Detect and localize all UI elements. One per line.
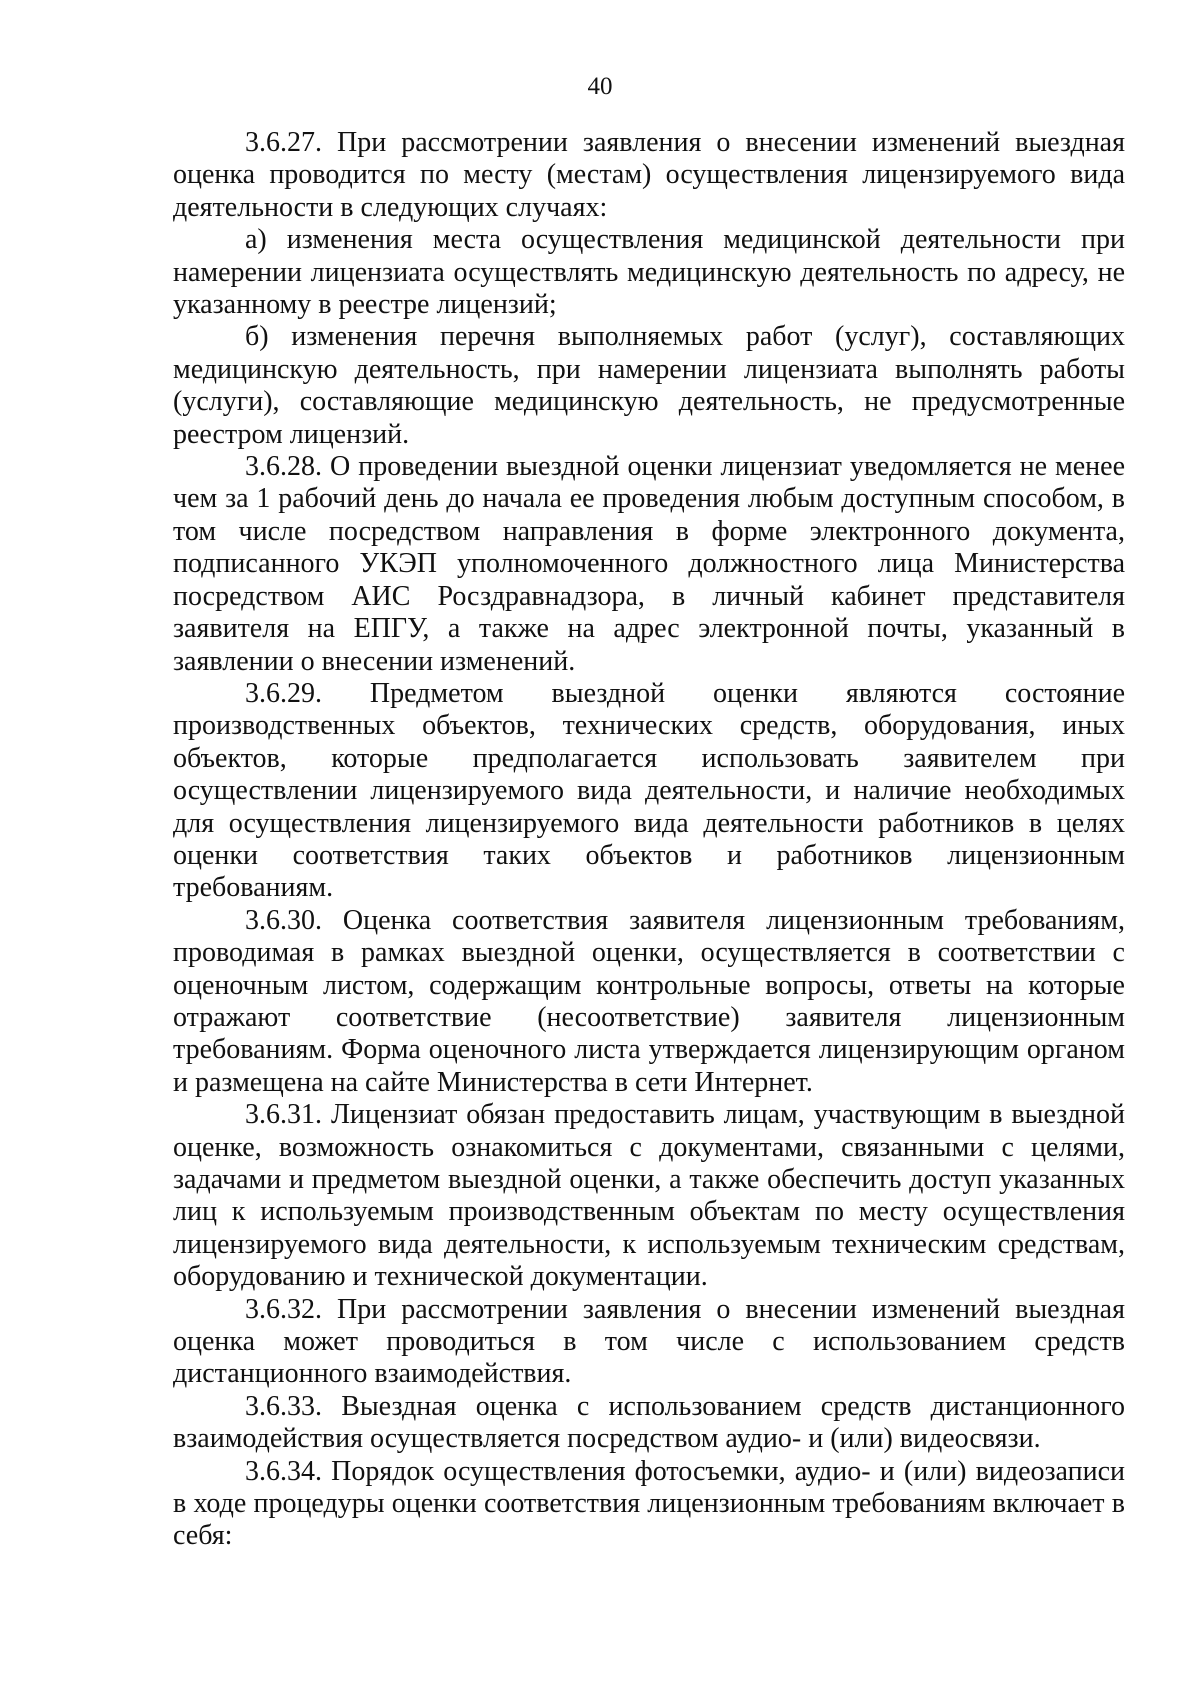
paragraph-3-6-32: 3.6.32. При рассмотрении заявления о внесении изменений выездная оценка может проводиться в том числе с использованием средств дистанционного взаимодействия.	[173, 1293, 1125, 1390]
paragraph-item-a: а) изменения места осуществления медицинской деятельности при намерении лицензиата осуществлять медицинскую деятельность по адресу, не указанному в реестре лицензий;	[173, 224, 1125, 321]
paragraph-3-6-34: 3.6.34. Порядок осуществления фотосъемки, аудио- и (или) видеозаписи в ходе процедуры оценки соответствия лицензионным требованиям включает в себя:	[173, 1455, 1125, 1552]
paragraph-3-6-31: 3.6.31. Лицензиат обязан предоставить лицам, участвующим в выездной оценке, возможность ознакомиться с документами, связанными с целями, задачами и предметом выездной оценки, а также обеспечить доступ указанных лиц к используемым производственным объектам по месту осуществления лицензируемого вида деятельности, к используемым техническим средствам, оборудованию и технической документации.	[173, 1099, 1125, 1293]
paragraph-3-6-30: 3.6.30. Оценка соответствия заявителя лицензионным требованиям, проводимая в рамках выездной оценки, осуществляется в соответствии с оценочным листом, содержащим контрольные вопросы, ответы на которые отражают соответствие (несоответствие) заявителя лицензионным требованиям. Форма оценочного листа утверждается лицензирующим органом и размещена на сайте Министерства в сети Интернет.	[173, 904, 1125, 1098]
paragraph-3-6-27: 3.6.27. При рассмотрении заявления о внесении изменений выездная оценка проводится по месту (местам) осуществления лицензируемого вида деятельности в следующих случаях:	[173, 127, 1125, 223]
paragraph-item-b: б) изменения перечня выполняемых работ (услуг), составляющих медицинскую деятельность, при намерении лицензиата выполнять работы (услуги), составляющие медицинскую деятельность, не предусмотренные реестром лицензий.	[173, 321, 1125, 450]
paragraph-3-6-28: 3.6.28. О проведении выездной оценки лицензиат уведомляется не менее чем за 1 рабочий день до начала ее проведения любым доступным способом, в том числе посредством направления в форме электронного документа, подписанного УКЭП уполномоченного должностного лица Министерства посредством АИС Росздравнадзора, в личный кабинет представителя заявителя на ЕПГУ, а также на адрес электронной почты, указанный в заявлении о внесении изменений.	[173, 451, 1125, 677]
document-body	[173, 127, 1125, 1553]
page-number: 40	[587, 73, 613, 100]
paragraph-3-6-33: 3.6.33. Выездная оценка с использованием средств дистанционного взаимодействия осуществляется посредством аудио- и (или) видеосвязи.	[173, 1390, 1125, 1455]
paragraph-3-6-29: 3.6.29. Предметом выездной оценки являются состояние производственных объектов, технических средств, оборудования, иных объектов, которые предполагается использовать заявителем при осуществлении лицензируемого вида деятельности, и наличие необходимых для осуществления лицензируемого вида деятельности работников в целях оценки соответствия таких объектов и работников лицензионным требованиям.	[173, 677, 1125, 904]
